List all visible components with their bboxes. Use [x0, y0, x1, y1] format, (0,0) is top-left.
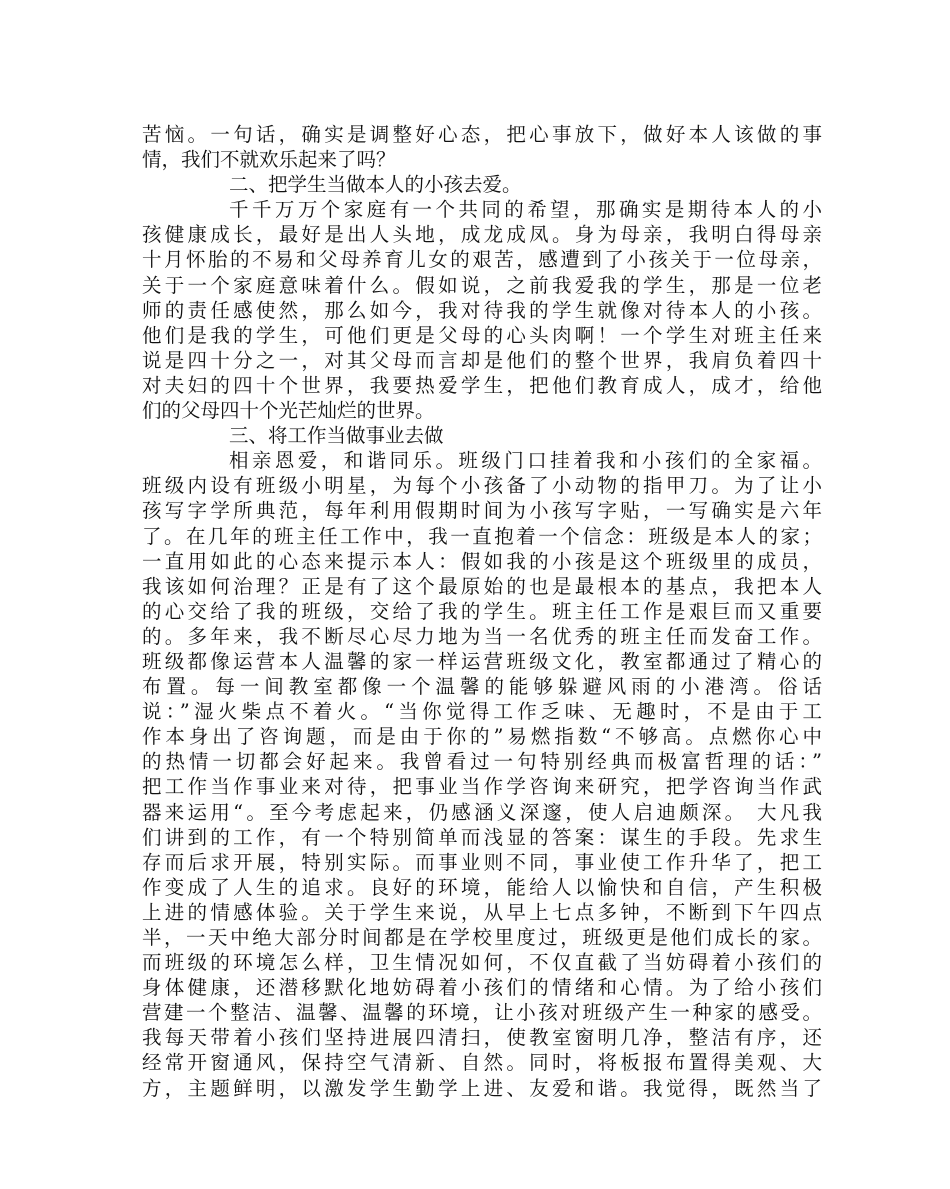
text-line: 而班级的环境怎么样，卫生情况如何，不仅直截了当妨碍着小孩们的: [142, 951, 822, 975]
text-line: 作变成了人生的追求。良好的环境，能给人以愉快和自信，产生积极: [142, 875, 822, 899]
text-line: 方，主题鲜明，以激发学生勤学上进、友爱和谐。我觉得，既然当了: [142, 1076, 822, 1100]
text-line: 们的父母四十个光芒灿烂的世界。: [142, 399, 435, 423]
text-line: 说：”湿火柴点不着火。“当你觉得工作乏味、无趣时，不是由于工: [142, 700, 822, 724]
text-line: 了。在几年的班主任工作中，我一直抱着一个信念：班级是本人的家；: [142, 524, 822, 548]
text-line: 三、将工作当做事业去做: [229, 424, 444, 448]
text-line: 孩写字学所典范，每年利用假期时间为小孩写字贴，一写确实是六年: [142, 499, 822, 523]
body-text: [142, 122, 822, 1101]
text-line: 身体健康，还潜移默化地妨碍着小孩们的情绪和心情。为了给小孩们: [142, 976, 822, 1000]
text-line: 器来运用“。至今考虑起来，仍感涵义深邃，使人启迪颇深。 大凡我: [142, 800, 822, 824]
text-line: 孩健康成长，最好是出人头地，成龙成凤。身为母亲，我明白得母亲: [142, 223, 822, 247]
text-line: 半，一天中绝大部分时间都是在学校里度过，班级更是他们成长的家。: [142, 926, 822, 949]
text-line: 把工作当作事业来对待，把事业当作学咨询来研究，把学咨询当作武: [142, 775, 822, 799]
text-line: 他们是我的学生，可他们更是父母的心头肉啊！一个学生对班主任来: [142, 323, 822, 347]
text-line: 布置。每一间教室都像一个温馨的能够躲避风雨的小港湾。俗话: [142, 675, 822, 699]
text-line: 千千万万个家庭有一个共同的希望，那确实是期待本人的小: [229, 198, 822, 222]
text-line: 师的责任感使然，那么如今，我对待我的学生就像对待本人的小孩。: [142, 298, 822, 322]
text-line: 情，我们不就欢乐起来了吗？: [142, 148, 396, 172]
text-line: 经常开窗通风，保持空气清新、自然。同时，将板报布置得美观、大: [142, 1051, 822, 1075]
text-line: 班级内设有班级小明星，为每个小孩备了小动物的指甲刀。为了让小: [142, 474, 822, 498]
text-line: 关于一个家庭意味着什么。假如说，之前我爱我的学生，那是一位老: [142, 273, 822, 297]
text-line: 存而后求开展，特别实际。而事业则不同，事业使工作升华了，把工: [142, 850, 822, 874]
text-line: 的。多年来，我不断尽心尽力地为当一名优秀的班主任而发奋工作。: [142, 624, 822, 648]
text-line: 一直用如此的心态来提示本人：假如我的小孩是这个班级里的成员，: [142, 549, 822, 573]
text-line: 相亲恩爱，和谐同乐。班级门口挂着我和小孩们的全家福。: [229, 449, 822, 473]
text-line: 对夫妇的四十个世界，我要热爱学生，把他们教育成人，成才，给他: [142, 373, 822, 397]
text-line: 的心交给了我的班级，交给了我的学生。班主任工作是艰巨而又重要: [142, 599, 822, 623]
text-line: 营建一个整洁、温馨、温馨的环境，让小孩对班级产生一种家的感受。: [142, 1001, 822, 1025]
text-line: 们讲到的工作，有一个特别简单而浅显的答案：谋生的手段。先求生: [142, 825, 822, 849]
text-line: 苦恼。一句话，确实是调整好心态，把心事放下，做好本人该做的事: [142, 123, 822, 146]
text-line: 上进的情感体验。关于学生来说，从早上七点多钟，不断到下午四点: [142, 900, 822, 924]
text-line: 我每天带着小孩们坚持进展四清扫，使教室窗明几净，整洁有序，还: [142, 1026, 822, 1050]
text-line: 十月怀胎的不易和父母养育儿女的艰苦，感遭到了小孩关于一位母亲，: [142, 248, 822, 272]
text-line: 作本身出了咨询题，而是由于你的”易燃指数“不够高。点燃你心中: [142, 725, 822, 749]
text-line: 二、把学生当做本人的小孩去爱。: [229, 173, 522, 197]
text-line: 我该如何治理？正是有了这个最原始的也是最根本的基点，我把本人: [142, 574, 822, 598]
text-line: 班级都像运营本人温馨的家一样运营班级文化，教室都通过了精心的: [142, 649, 822, 673]
text-line: 说是四十分之一，对其父母而言却是他们的整个世界，我肩负着四十: [142, 348, 822, 372]
text-line: 的热情一切都会好起来。我曾看过一句特别经典而极富哲理的话：”: [142, 750, 822, 774]
